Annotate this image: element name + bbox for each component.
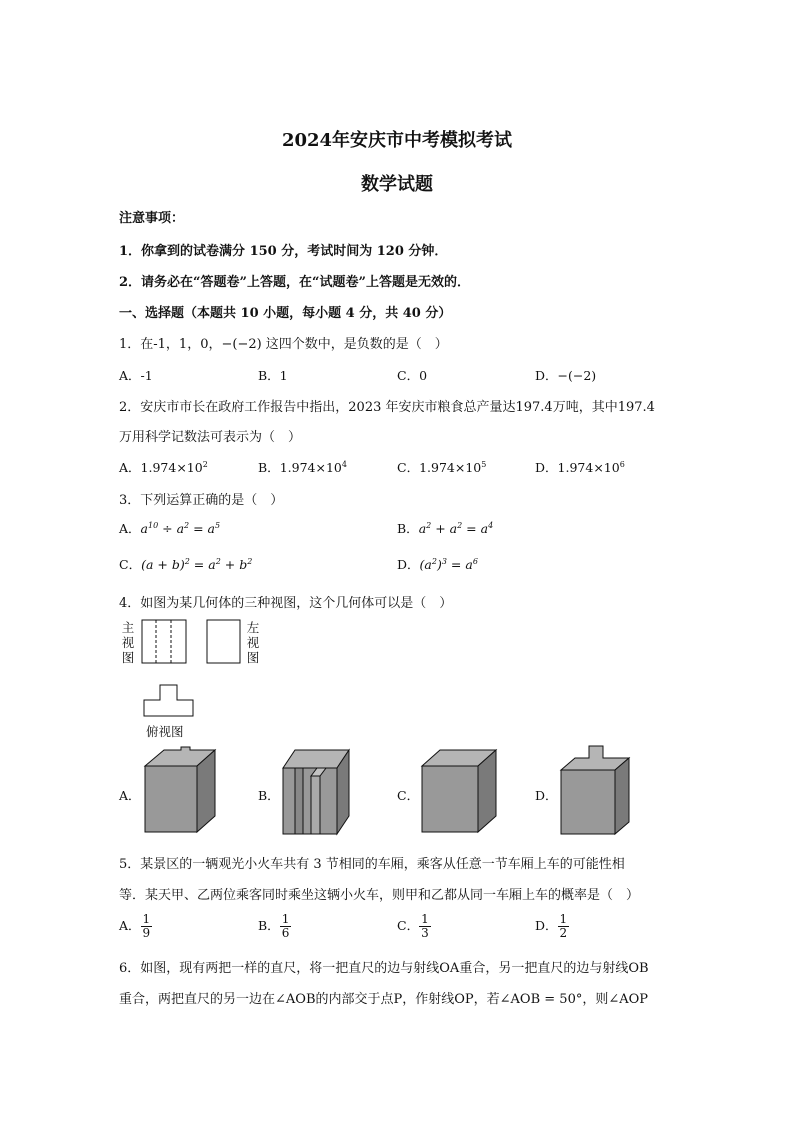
q3-stem: 3．下列运算正确的是（ ） — [119, 493, 284, 508]
note-item-2: 2．请务必在“答题卷”上答题，在“试题卷”上答题是无效的． — [119, 275, 470, 290]
q4-option-a-solid — [143, 746, 219, 836]
note-item-1: 1．你拿到的试卷满分 150 分，考试时间为 120 分钟． — [119, 244, 448, 259]
q4-option-b-label: B． — [258, 788, 280, 803]
q3-option-a: A．$a^{10} \div a^2 = a^5$ — [119, 520, 221, 536]
q2-option-c: C．$1.974\times 10^5$ — [397, 459, 487, 475]
q3-option-c: C．$(a + b)^2 = a^2 + b^2$ — [119, 556, 253, 572]
q4-option-a-label: A． — [119, 788, 141, 803]
q2-stem-line1: 2．安庆市市长在政府工作报告中指出，2023 年安庆市粮食总产量达197.4万吨，其中197.4 — [119, 400, 655, 415]
exam-title: 2024年安庆市中考模拟考试 — [281, 130, 513, 151]
q4-option-d-solid — [559, 744, 633, 838]
q4-option-b-solid — [281, 746, 357, 838]
top-view-drawing — [143, 684, 195, 720]
q1-stem: 1．在-1，1，0，−(−2) 这四个数中，是负数的是（ ） — [119, 337, 448, 352]
left-view-drawing — [206, 619, 242, 665]
q2-option-a: A．$1.974\times 10^2$ — [119, 459, 208, 475]
q2-stem-line2: 万用科学记数法可表示为（ ） — [119, 430, 302, 445]
q4-option-c-label: C． — [397, 788, 420, 803]
q5-option-b: B． $\frac{1}{6}$ — [258, 912, 290, 940]
q4-stem: 4．如图为某几何体的三种视图，这个几何体可以是（ ） — [119, 596, 453, 611]
q5-option-c: C． $\frac{1}{3}$ — [397, 912, 429, 940]
q2-option-d: D．$1.974\times 10^6$ — [535, 459, 625, 475]
exam-subtitle: 数学试题 — [361, 174, 433, 195]
q3-option-b: B．$a^2 + a^2 = a^4$ — [397, 520, 494, 536]
q2-option-b: B．$1.974\times 10^4$ — [258, 459, 347, 475]
section1-heading: 一、选择题（本题共 10 小题，每小题 4 分，共 40 分） — [119, 306, 452, 321]
q4-option-c-solid — [420, 748, 500, 836]
left-view-label: 左 视 图 — [246, 620, 260, 665]
q1-option-a: A．-1 — [119, 368, 153, 383]
q4-option-d-label: D． — [535, 788, 558, 803]
q5-stem-line1: 5．某景区的一辆观光小火车共有 3 节相同的车厢，乘客从任意一节车厢上车的可能性相 — [119, 857, 625, 872]
q1-option-b: B．1 — [258, 368, 288, 383]
q1-option-d: D．−(−2) — [535, 368, 597, 383]
q3-option-d: D．$(a^2)^3 = a^6$ — [397, 556, 478, 572]
front-view-label: 主 视 图 — [121, 620, 135, 665]
q5-stem-line2: 等．某天甲、乙两位乘客同时乘坐这辆小火车，则甲和乙都从同一车厢上车的概率是（ ） — [119, 888, 640, 903]
q5-option-a: A． $\frac{1}{9}$ — [119, 912, 151, 940]
front-view-drawing — [141, 619, 187, 665]
q1-option-c: C．0 — [397, 368, 428, 383]
q5-option-d: D． $\frac{1}{2}$ — [535, 912, 568, 940]
q6-stem-line2: 重合，两把直尺的另一边在∠AOB的内部交于点P，作射线OP，若∠AOB = 50°，则∠AOP — [119, 992, 649, 1007]
q6-stem-line1: 6．如图，现有两把一样的直尺，将一把直尺的边与射线OA重合，另一把直尺的边与射线OB — [119, 961, 649, 976]
notes-heading: 注意事项： — [119, 211, 185, 226]
top-view-label: 俯视图 — [146, 724, 184, 739]
